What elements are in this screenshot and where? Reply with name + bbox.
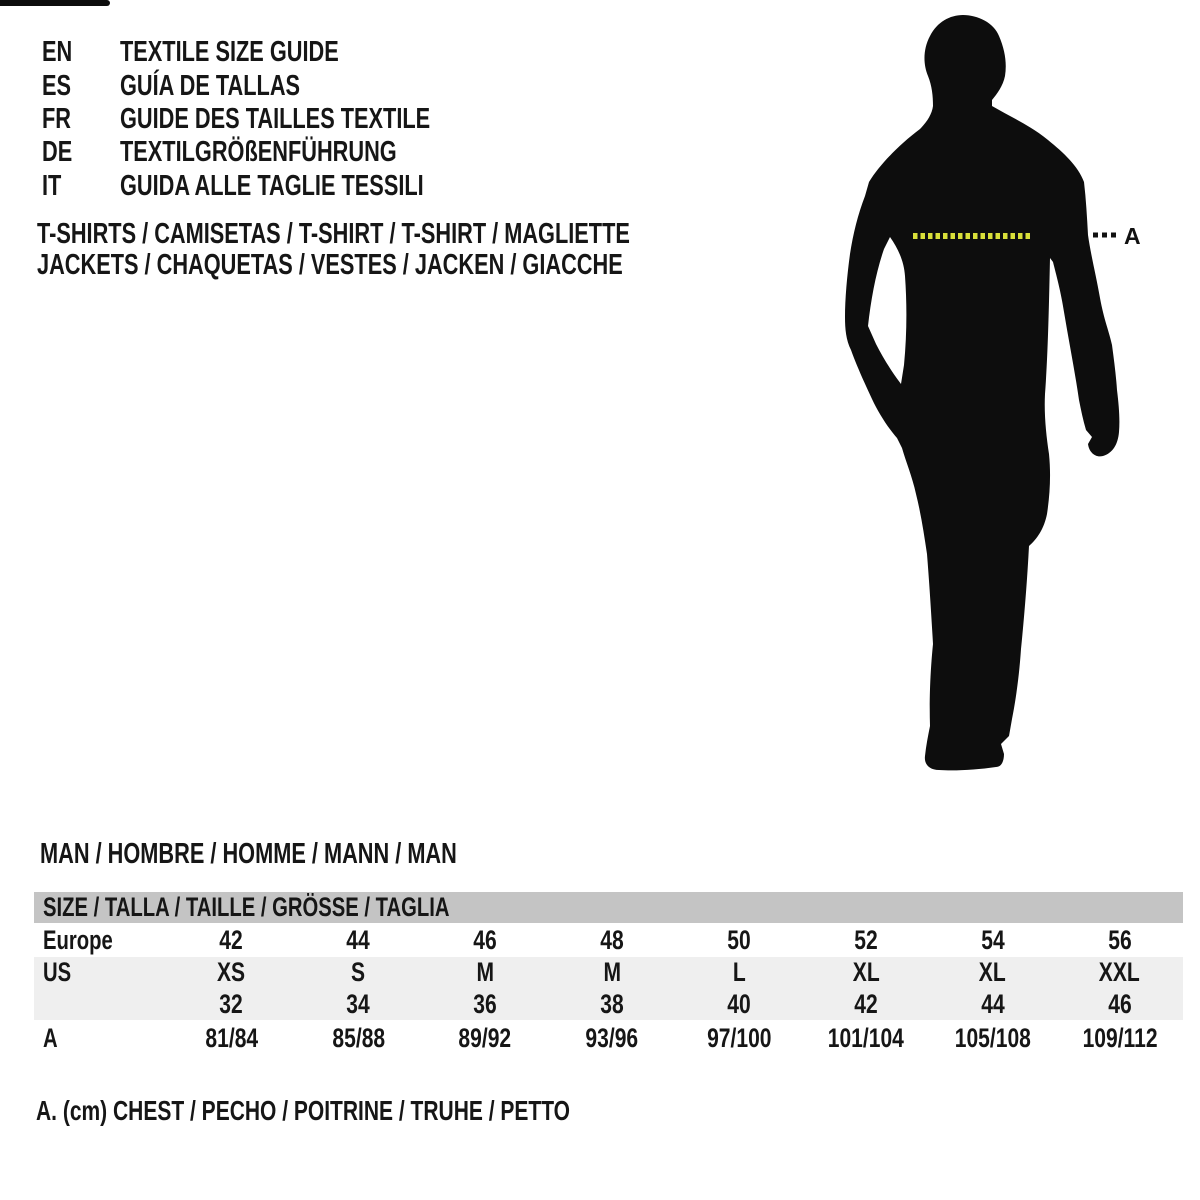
cell-value: 85/88 xyxy=(331,1022,385,1053)
cell-value: S xyxy=(351,957,366,987)
measure-label-a: A xyxy=(1124,223,1141,249)
language-code: EN xyxy=(42,36,73,69)
row-label: A xyxy=(43,1022,58,1053)
cell-value: 56 xyxy=(1107,924,1132,955)
guide-title: GUIDE DES TAILLES TEXTILE xyxy=(120,102,431,135)
language-row xyxy=(42,103,534,136)
top-edge-artifact xyxy=(0,0,110,6)
language-row xyxy=(42,136,534,169)
guide-title: TEXTILE SIZE GUIDE xyxy=(120,36,339,69)
category-line-jackets: JACKETS / CHAQUETAS / VESTES / JACKEN / GIACCHE xyxy=(37,249,623,281)
cell-value: 97/100 xyxy=(706,1022,772,1053)
language-row xyxy=(42,69,534,102)
cell-value: XXL xyxy=(1099,957,1141,987)
cell-value: 93/96 xyxy=(585,1022,639,1053)
cell-value: 105/108 xyxy=(954,1022,1031,1053)
table-row-europe xyxy=(34,923,1183,957)
cell-value: XL xyxy=(852,957,880,987)
cell-value: 109/112 xyxy=(1082,1022,1158,1053)
size-table-header-text: SIZE / TALLA / TAILLE / GRÖSSE / TAGLIA xyxy=(43,892,450,922)
row-label: US xyxy=(43,957,72,987)
language-code: IT xyxy=(42,169,62,202)
cell-value: 50 xyxy=(727,924,751,955)
footnote-text: A. (cm) CHEST / PECHO / POITRINE / TRUHE / PETTO xyxy=(36,1095,571,1126)
cell-value: 32 xyxy=(219,988,244,1019)
footnote xyxy=(36,1096,748,1126)
section-title xyxy=(40,839,596,869)
guide-title: GUÍA DE TALLAS xyxy=(120,69,301,102)
man-silhouette-figure xyxy=(845,13,1145,783)
cell-value: 38 xyxy=(600,988,624,1019)
size-table-header xyxy=(34,892,1183,923)
cell-value: 46 xyxy=(473,924,497,955)
cell-value: 46 xyxy=(1107,988,1132,1019)
cell-value: 42 xyxy=(219,924,244,955)
cell-value: 52 xyxy=(854,924,878,955)
size-table xyxy=(34,892,1183,1056)
cell-value: M xyxy=(476,957,494,987)
language-code: ES xyxy=(42,69,72,102)
language-code: FR xyxy=(42,102,72,135)
cell-value: XL xyxy=(979,957,1007,987)
row-label: Europe xyxy=(43,924,113,955)
cell-value: XS xyxy=(217,957,246,987)
language-code: DE xyxy=(42,136,73,169)
table-row-numeric xyxy=(34,988,1183,1020)
language-row xyxy=(42,170,534,203)
language-row xyxy=(42,36,534,69)
cell-value: 44 xyxy=(346,924,371,955)
cell-value: 34 xyxy=(346,988,371,1019)
table-row-us xyxy=(34,957,1183,988)
cell-value: 40 xyxy=(727,988,751,1019)
language-list xyxy=(42,36,534,203)
cell-value: 54 xyxy=(980,924,1005,955)
category-lines xyxy=(37,219,828,281)
guide-title: GUIDA ALLE TAGLIE TESSILI xyxy=(120,169,424,202)
cell-value: 42 xyxy=(854,988,878,1019)
cell-value: L xyxy=(732,957,746,987)
cell-value: 48 xyxy=(600,924,624,955)
category-line-tshirts: T-SHIRTS / CAMISETAS / T-SHIRT / T-SHIRT / MAGLIETTE xyxy=(37,218,630,250)
cell-value: M xyxy=(603,957,621,987)
cell-value: 89/92 xyxy=(458,1022,512,1053)
cell-value: 81/84 xyxy=(205,1022,258,1053)
man-silhouette-shape xyxy=(845,15,1119,770)
cell-value: 44 xyxy=(980,988,1005,1019)
section-title-text: MAN / HOMBRE / HOMME / MANN / MAN xyxy=(40,838,457,870)
cell-value: 36 xyxy=(473,988,497,1019)
table-row-chest-a xyxy=(34,1020,1183,1056)
guide-title: TEXTILGRÖßENFÜHRUNG xyxy=(120,136,397,169)
cell-value: 101/104 xyxy=(827,1022,904,1053)
